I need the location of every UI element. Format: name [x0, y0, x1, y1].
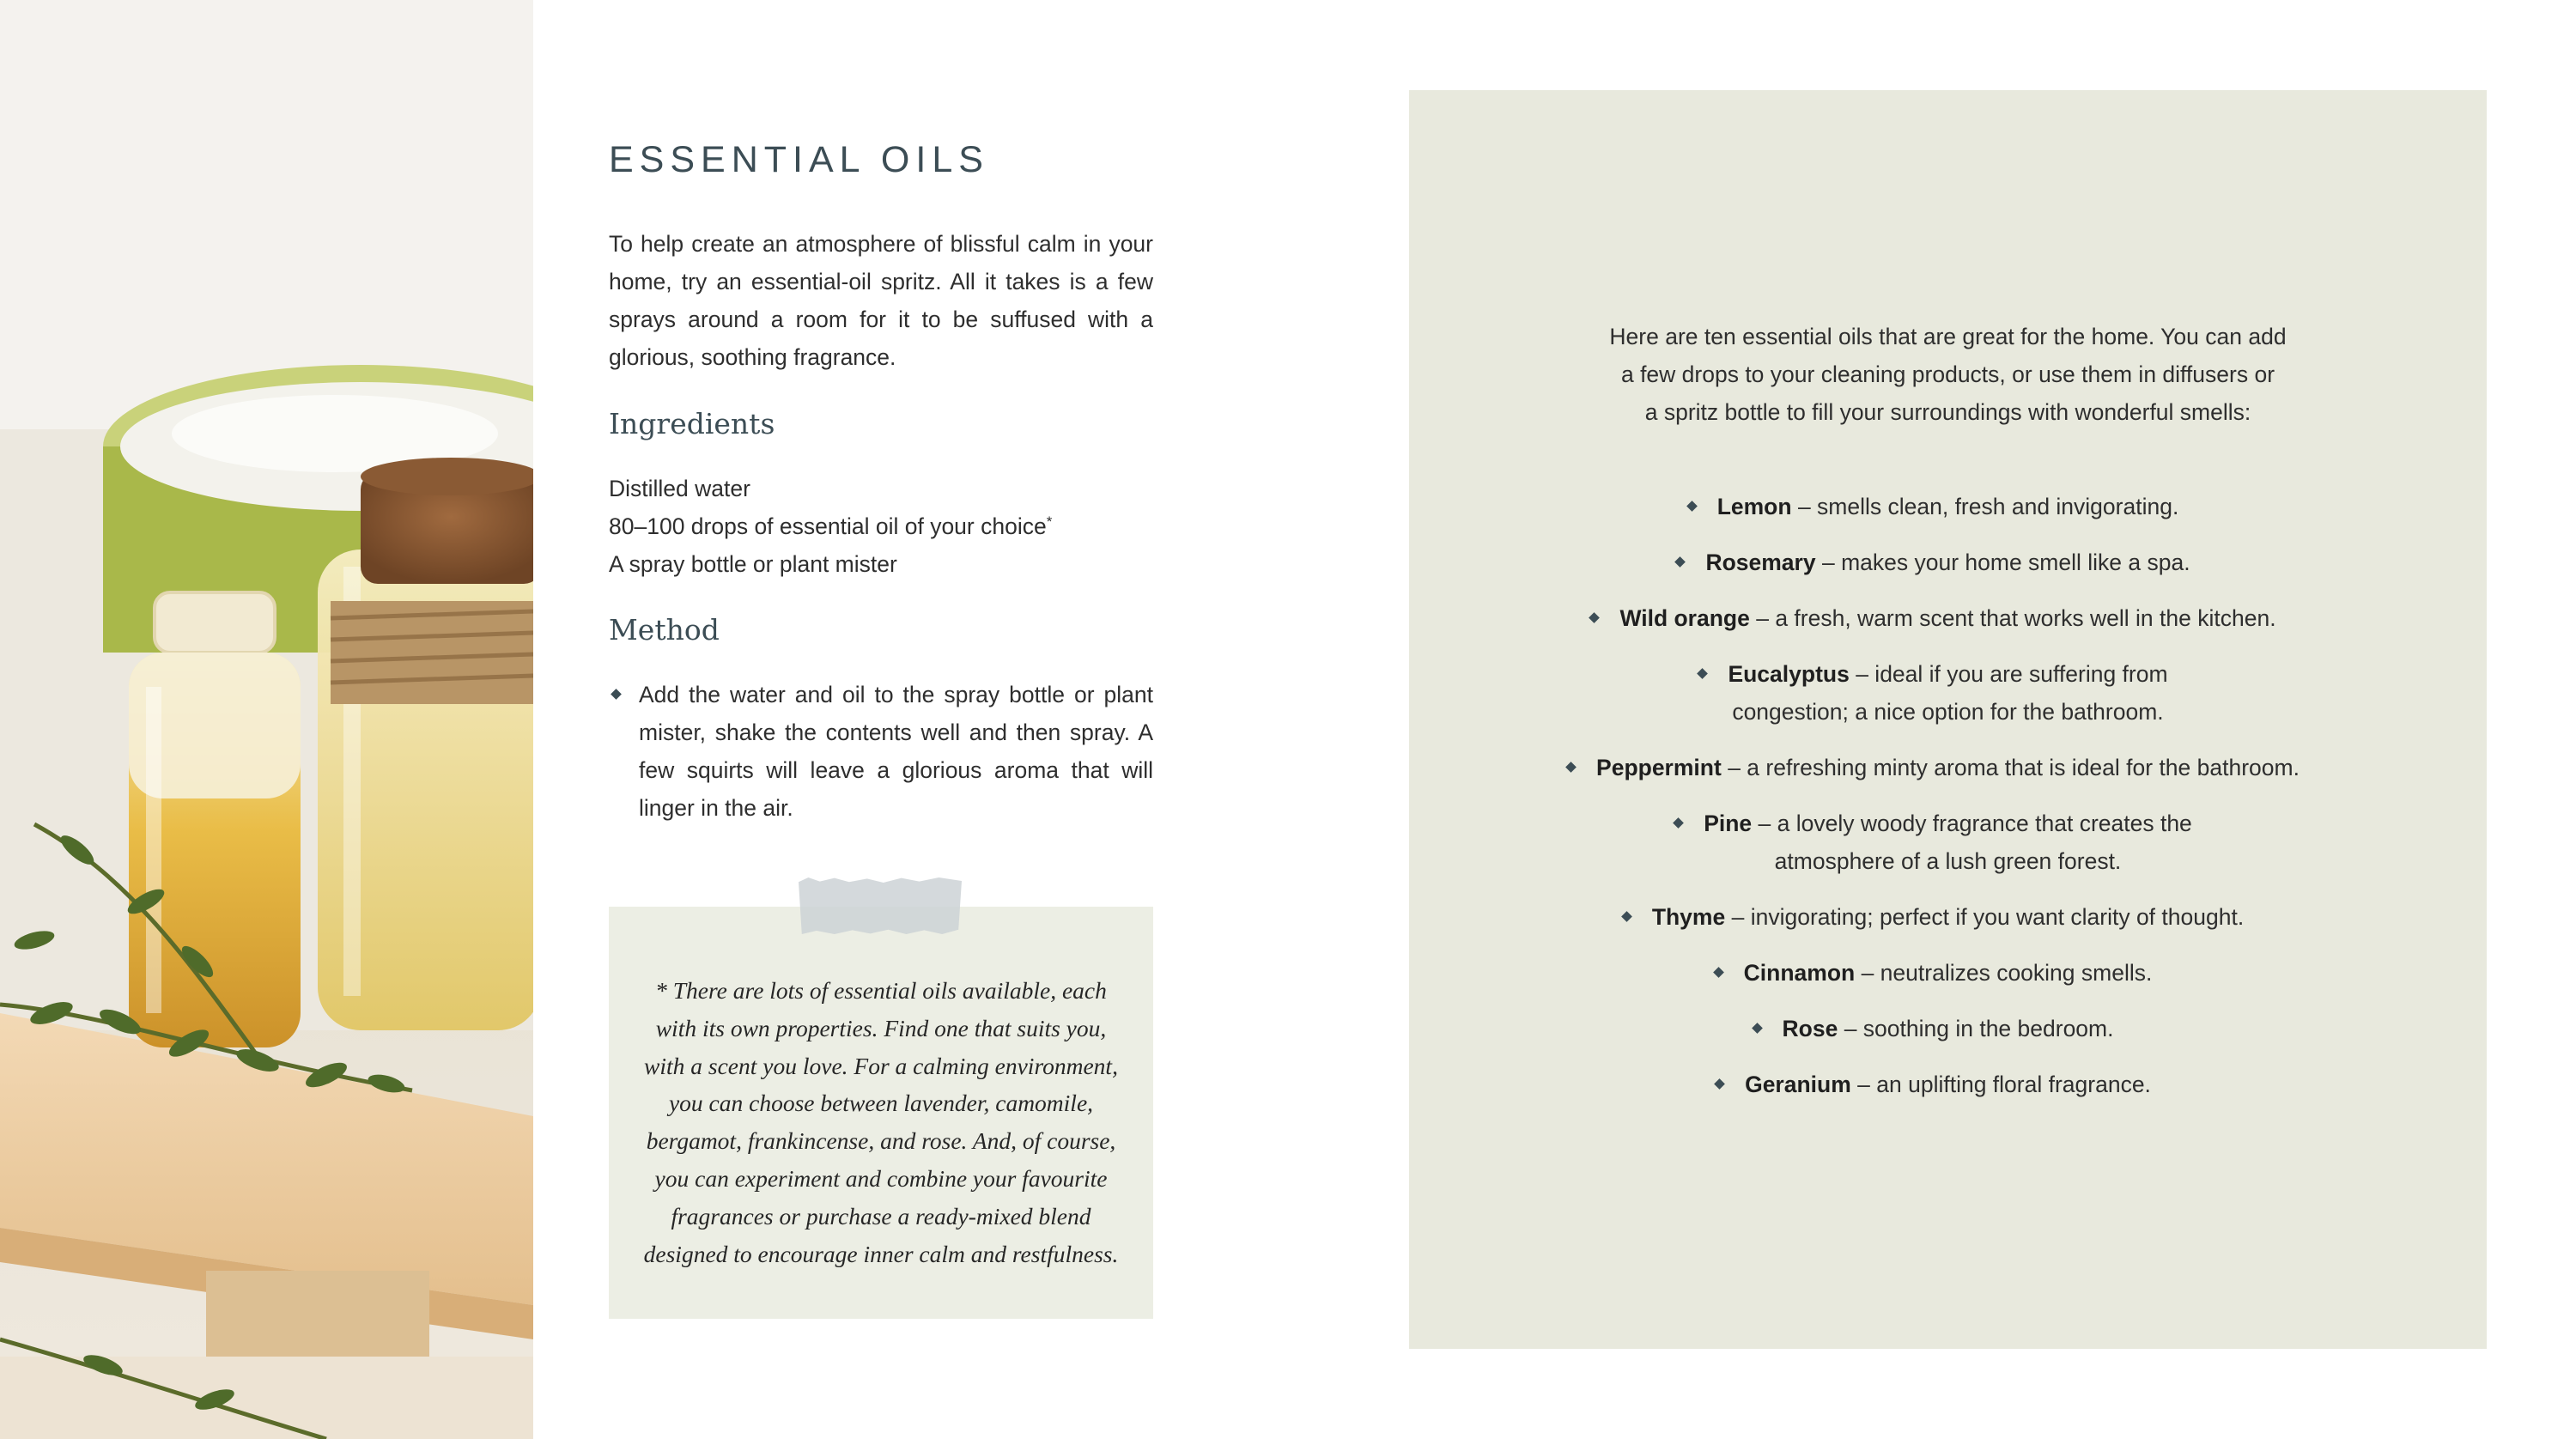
diamond-bullet-icon [1698, 668, 1709, 679]
footnote-line: bergamot, frankincense, and rose. And, of course, [646, 1127, 1116, 1155]
ingredient-item [609, 507, 1052, 545]
diamond-bullet-icon [1713, 967, 1724, 978]
ingredient-text: Distilled water [609, 476, 750, 501]
oil-name: Rosemary [1705, 549, 1816, 575]
oil-item-lemon [1409, 488, 2487, 525]
ingredients-heading: Ingredients [609, 407, 775, 440]
oil-description: – a fresh, warm scent that works well in the kitchen. [1756, 605, 2276, 631]
page-title: ESSENTIAL OILS [609, 139, 989, 180]
method-heading: Method [609, 613, 720, 647]
method-step [609, 676, 1153, 827]
oil-description: – ideal if you are suffering from [1856, 661, 2168, 687]
oil-item-cinnamon [1409, 954, 2487, 992]
oil-name: Rose [1782, 1016, 1838, 1041]
oil-item-geranium [1409, 1066, 2487, 1103]
oil-name: Wild orange [1619, 605, 1750, 631]
ingredients-list [609, 470, 1052, 583]
oil-name: Thyme [1651, 904, 1726, 930]
oil-description: – invigorating; perfect if you want clarity of thought. [1731, 904, 2245, 930]
footnote-line: you can choose between lavender, camomile, [668, 1090, 1094, 1117]
oil-description: – makes your home smell like a spa. [1821, 549, 2190, 575]
oil-item-rose [1409, 1010, 2487, 1047]
oils-list [1409, 488, 2487, 1121]
footnote-line: with a scent you love. For a calming environment, [644, 1052, 1118, 1079]
diamond-bullet-icon [611, 689, 622, 700]
oil-description: – a refreshing minty aroma that is ideal for the bathroom. [1728, 755, 2300, 780]
intro-line: Here are ten essential oils that are great for the home. You can add [1609, 324, 2287, 349]
diamond-bullet-icon [1565, 762, 1577, 773]
oil-description: – soothing in the bedroom. [1844, 1016, 2114, 1041]
footnote-line: designed to encourage inner calm and restfulness. [643, 1240, 1119, 1267]
oils-panel-intro [1409, 318, 2487, 431]
diamond-bullet-icon [1621, 911, 1632, 922]
diamond-bullet-icon [1686, 501, 1698, 512]
oil-item-rosemary [1409, 543, 2487, 581]
oil-name: Eucalyptus [1728, 661, 1850, 687]
oil-item-thyme [1409, 898, 2487, 936]
method-list [609, 676, 1153, 827]
oil-description: – an uplifting floral fragrance. [1857, 1072, 2151, 1097]
tape-decoration [799, 877, 962, 934]
ingredient-text: 80–100 drops of essential oil of your choice [609, 513, 1047, 539]
oil-name: Pine [1704, 811, 1753, 836]
oil-item-wild-orange [1409, 599, 2487, 637]
essential-oils-photo [0, 0, 533, 1439]
diamond-bullet-icon [1714, 1078, 1725, 1090]
oil-description: congestion; a nice option for the bathroom. [1732, 699, 2164, 725]
diamond-bullet-icon [1673, 817, 1684, 829]
footnote-mark: * [1046, 513, 1053, 530]
footnote-line: fragrances or purchase a ready-mixed blend [671, 1202, 1091, 1230]
footnote-line: with its own properties. Find one that suits you, [655, 1014, 1107, 1041]
footnote-text [635, 972, 1127, 1272]
diamond-bullet-icon [1752, 1023, 1763, 1034]
oil-description: – a lovely woody fragrance that creates the [1758, 811, 2192, 836]
intro-paragraph: To help create an atmosphere of blissful calm in your home, try an essential-oil spritz. All it takes is a few sprays around a room for it to be suffused with a glorious, soothing fragrance. [609, 231, 1153, 370]
ingredient-text: A spray bottle or plant mister [609, 551, 897, 577]
oil-description: – neutralizes cooking smells. [1861, 960, 2153, 986]
method-step-text: Add the water and oil to the spray bottle or plant mister, shake the contents well and then spray. A few squirts will leave a glorious aroma that will linger in the air. [639, 682, 1153, 821]
footnote-line: you can experiment and combine your favourite [654, 1164, 1108, 1192]
oil-description: atmosphere of a lush green forest. [1774, 848, 2122, 874]
photo-illustration [0, 0, 533, 1439]
oil-name: Peppermint [1596, 755, 1722, 780]
oil-description: – smells clean, fresh and invigorating. [1797, 494, 2179, 519]
oil-item-pine [1409, 805, 2487, 880]
diamond-bullet-icon [1675, 556, 1686, 568]
footnote-line: * There are lots of essential oils available, each [655, 977, 1107, 1004]
diamond-bullet-icon [1589, 612, 1601, 623]
ingredient-item [609, 470, 1052, 507]
oil-name: Cinnamon [1743, 960, 1856, 986]
oil-item-peppermint [1409, 749, 2487, 786]
oil-item-eucalyptus [1409, 655, 2487, 731]
oil-name: Geranium [1745, 1072, 1851, 1097]
intro-line: a spritz bottle to fill your surroundings with wonderful smells: [1644, 399, 2251, 425]
oil-name: Lemon [1716, 494, 1792, 519]
intro-line: a few drops to your cleaning products, or use them in diffusers or [1620, 361, 2275, 387]
ingredient-item [609, 545, 1052, 583]
